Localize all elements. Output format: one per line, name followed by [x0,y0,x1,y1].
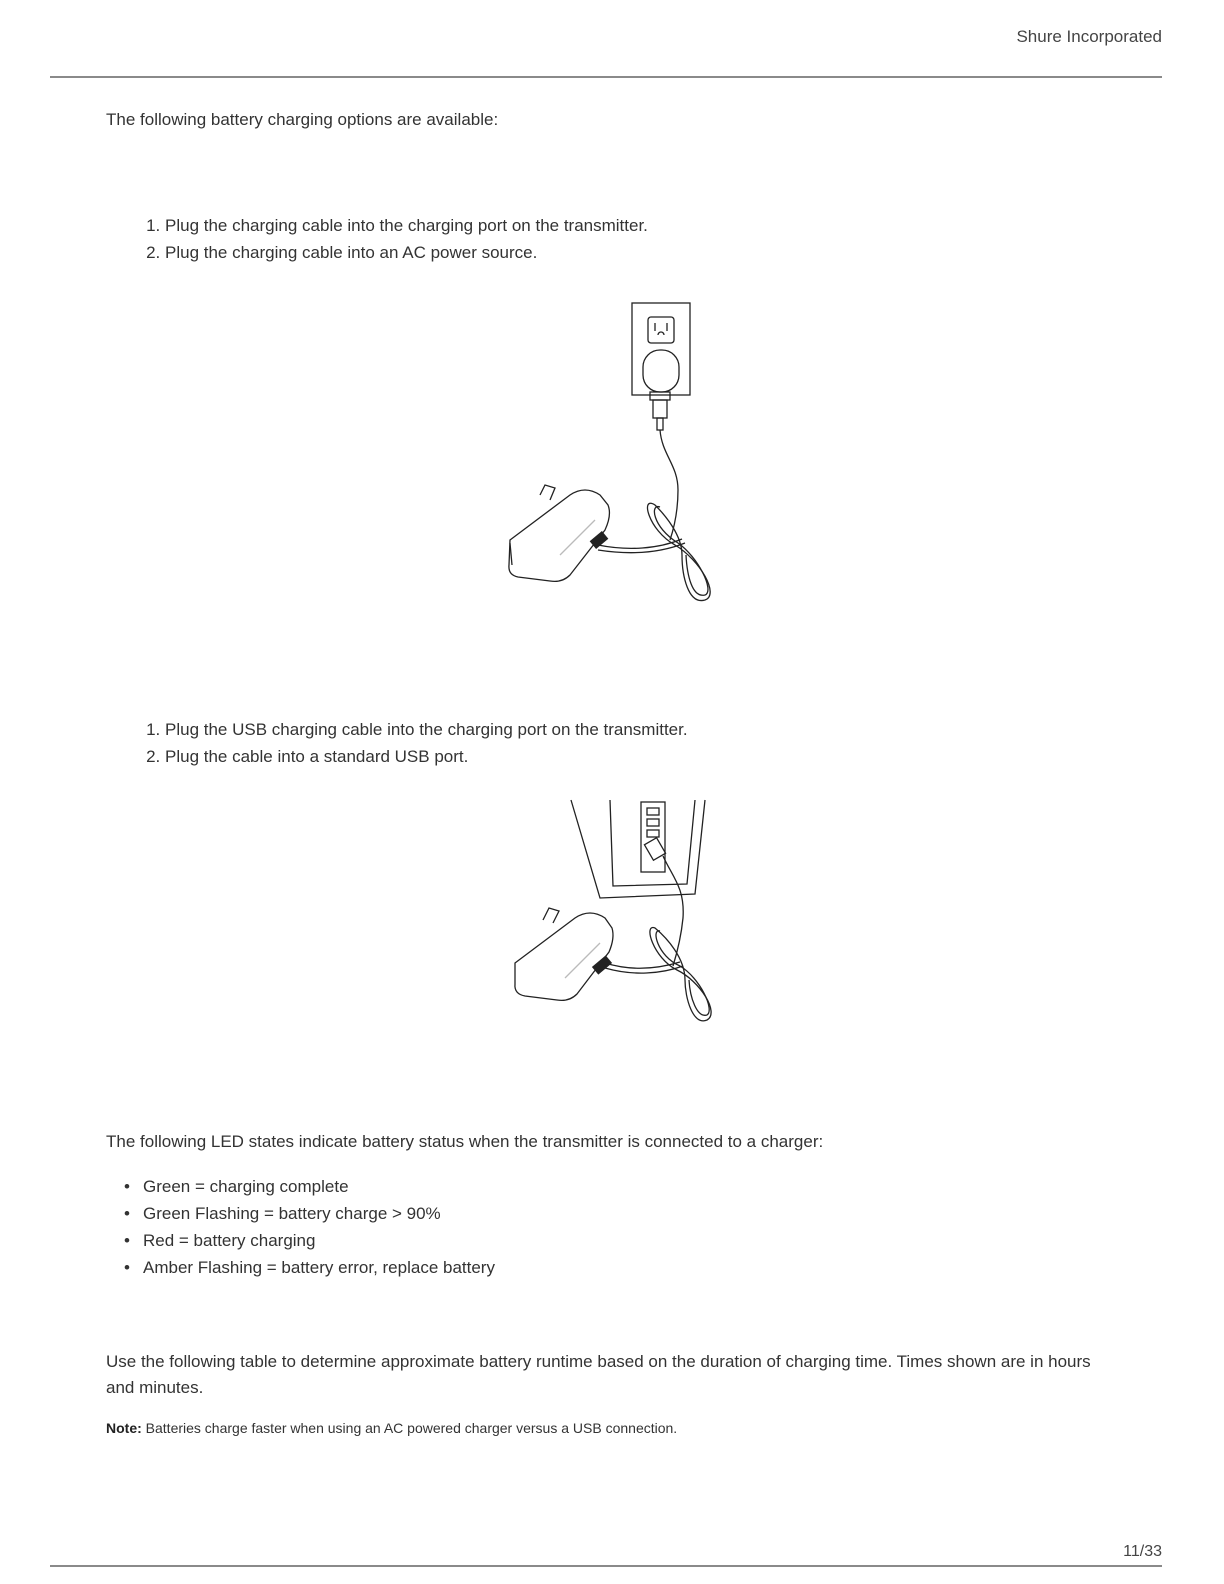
footer-divider [50,1565,1162,1567]
ac-charging-steps [106,212,648,266]
usb-charging-steps [106,716,688,770]
led-states-list [106,1173,495,1281]
led-state-item: • Green Flashing = battery charge > 90% [143,1200,495,1227]
intro-text: The following battery charging options are available: [106,110,499,129]
ac-charging-illustration [500,295,740,605]
ac-step-2: 2. Plug the charging cable into an AC power source. [165,239,648,266]
note-text: Batteries charge faster when using an AC powered charger versus a USB connection. [141,1420,678,1436]
runtime-text: Use the following table to determine approximate battery runtime based on the duration of charging time. Times shown are in hours and minutes. [106,1352,1091,1397]
page-number: 11/33 [1123,1543,1162,1560]
usb-step-1: 1. Plug the USB charging cable into the charging port on the transmitter. [165,716,688,743]
header-divider [50,76,1162,78]
led-state-item: • Red = battery charging [143,1227,495,1254]
led-state-item: • Amber Flashing = battery error, replace battery [143,1254,495,1281]
led-intro-text: The following LED states indicate battery status when the transmitter is connected to a charger: [106,1132,824,1151]
header-company-name: Shure Incorporated [1016,27,1162,46]
ac-step-1: 1. Plug the charging cable into the charging port on the transmitter. [165,212,648,239]
charging-note [106,1418,677,1438]
note-label: Note: [106,1420,142,1436]
usb-step-2: 2. Plug the cable into a standard USB port. [165,743,688,770]
usb-charging-illustration [505,798,735,1033]
led-state-item: • Green = charging complete [143,1173,495,1200]
